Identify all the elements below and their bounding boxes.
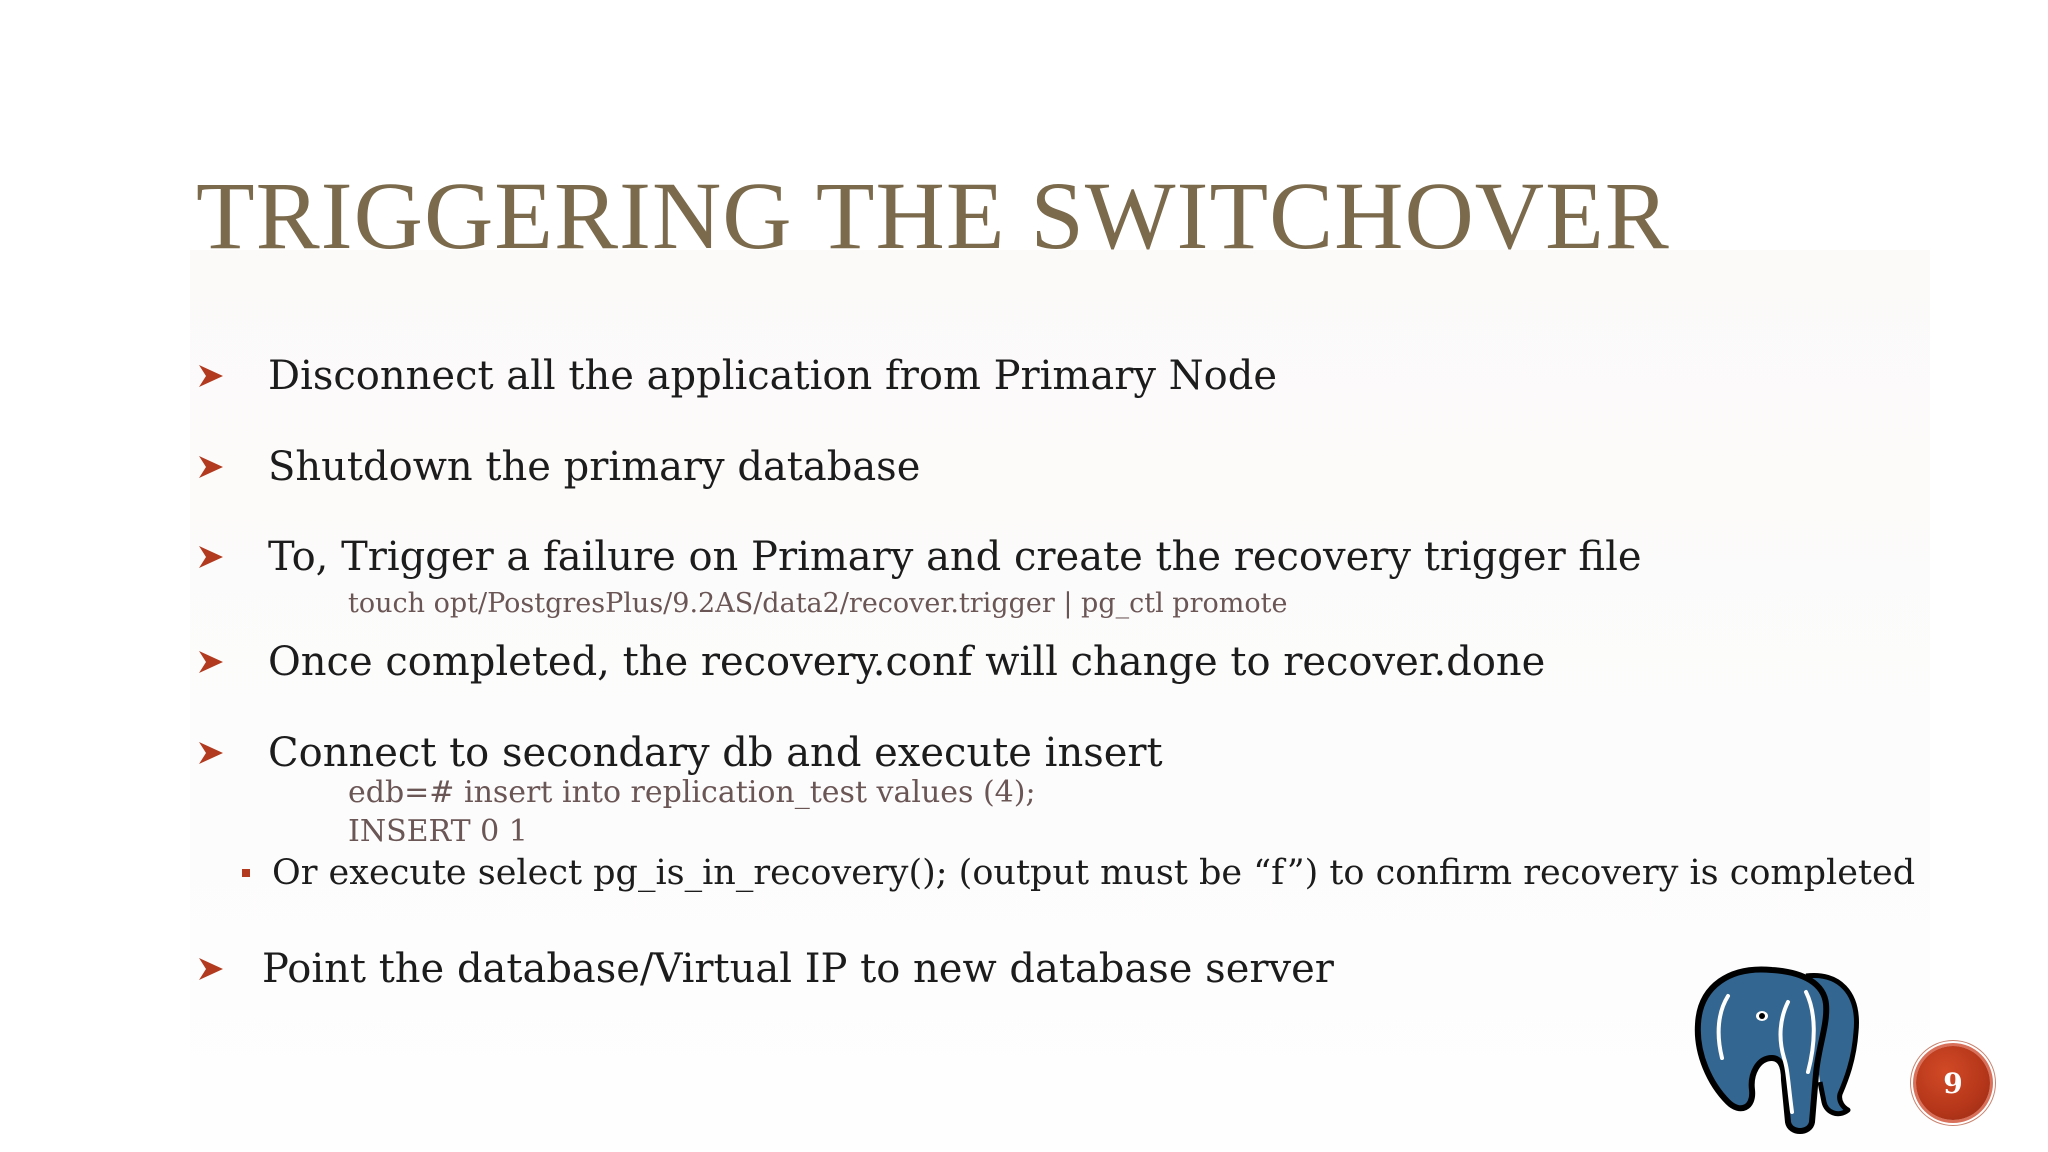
bullet-item [196, 639, 1545, 685]
sub-bullet-item [242, 853, 1915, 893]
sub-bullet-text: Or execute select pg_is_in_recovery(); (output must be “f”) to confirm recovery is completed [272, 853, 1916, 893]
bullet-text: Point the database/Virtual IP to new database server [262, 946, 1334, 992]
page-number-badge [1916, 1046, 1990, 1120]
arrowhead-bullet-icon [196, 361, 226, 391]
postgresql-elephant-logo [1688, 962, 1860, 1136]
arrowhead-bullet-icon [196, 954, 226, 984]
bullet-item [196, 444, 920, 490]
bullet-text: Once completed, the recovery.conf will change to recover.done [268, 639, 1546, 685]
bullet-text: Connect to secondary db and execute insert [268, 730, 1163, 776]
sql-output-line: INSERT 0 1 [348, 814, 528, 849]
square-bullet-icon [242, 869, 250, 877]
bullet-text: Shutdown the primary database [268, 444, 921, 490]
trigger-command: touch opt/PostgresPlus/9.2AS/data2/recover.trigger | pg_ctl promote [348, 588, 1288, 619]
bullet-text: Disconnect all the application from Primary Node [268, 353, 1278, 399]
page-number: 9 [1943, 1066, 1963, 1100]
arrowhead-bullet-icon [196, 542, 226, 572]
slide-title: TRIGGERING THE SWITCHOVER [196, 162, 1670, 269]
bullet-item [196, 730, 1163, 776]
arrowhead-bullet-icon [196, 452, 226, 482]
bullet-text: To, Trigger a failure on Primary and create the recovery trigger file [268, 534, 1642, 580]
bullet-item [196, 353, 1277, 399]
sql-code-line: edb=# insert into replication_test values (4); [348, 775, 1036, 810]
bullet-item [196, 946, 1334, 992]
arrowhead-bullet-icon [196, 647, 226, 677]
arrowhead-bullet-icon [196, 738, 226, 768]
bullet-item [196, 534, 1642, 580]
